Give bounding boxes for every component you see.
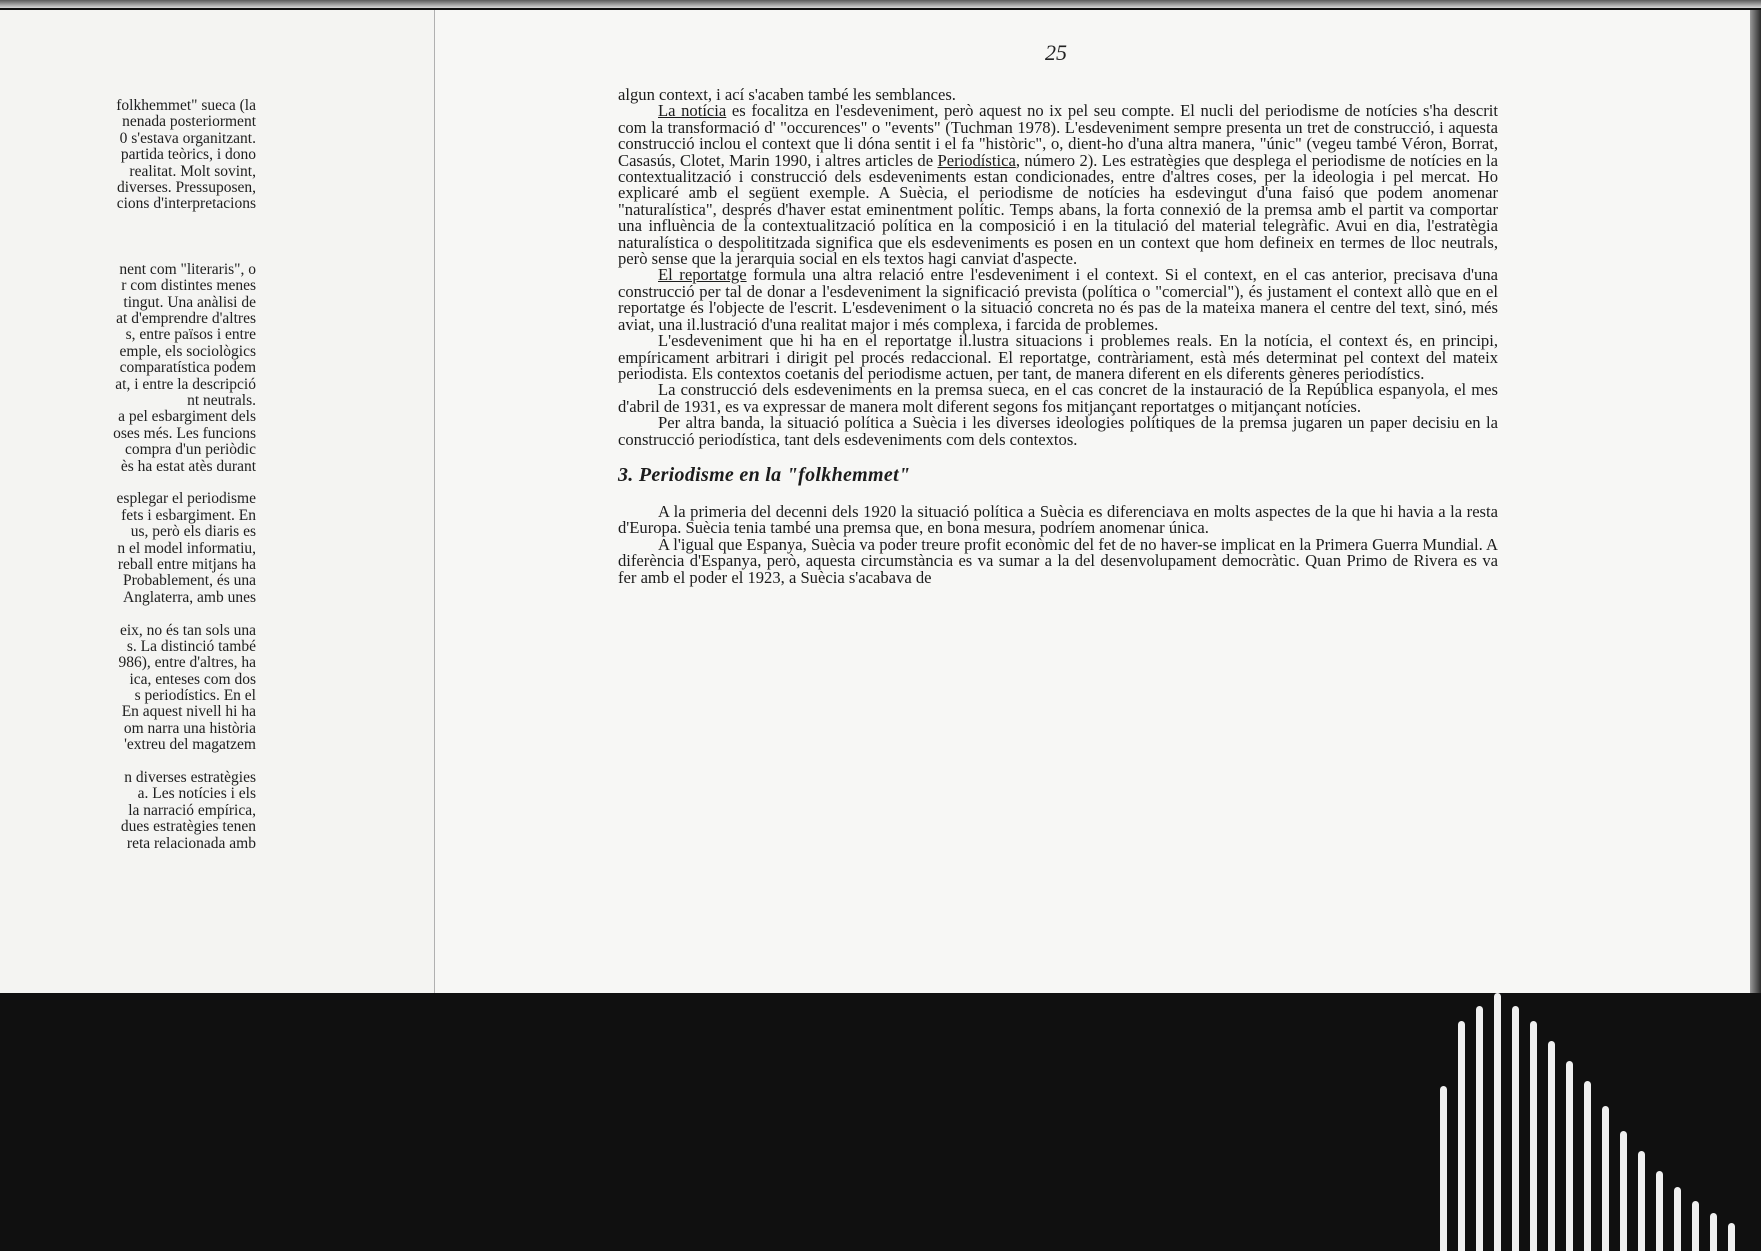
left-page-line: r com distintes menes <box>121 277 256 295</box>
paragraph: L'esdeveniment que hi ha en el reportatge il.lustra situacions i problemes reals. En la notícia, el context és, en principi, empíricament arbitrari i dirigit pel procés redaccional. El reportatge, contràriament, està més determinat pel context del mateix periodista. Els contextos coetanis del periodisme actuen, per tant, de manera diferent en els diferents gèneres periodístics. <box>618 331 1498 383</box>
left-page <box>0 10 436 993</box>
scan-stripe <box>1656 1171 1663 1251</box>
left-page-line: reball entre mitjans ha <box>117 555 256 573</box>
left-page-line: partida teòrics, i dono <box>120 146 256 164</box>
left-page-line <box>0 754 256 770</box>
left-page-line: dues estratègies tenen <box>120 818 256 836</box>
scan-stripe <box>1548 1041 1555 1251</box>
page-number: 25 <box>1045 40 1067 65</box>
paragraph-text: formula una altra relació entre l'esdeveniment i el context. Si el context, en el cas anterior, precisava d'una construcció per tal de donar a l'esdeveniment la significació prevista (política o "comercial"), és justament el context allò que en el reportatge és l'objecte de l'escrit. L'esdeveniment o la situació concreta no és pas de la mateixa manera el centre del text, sinó, més aviat, una il.lustració d'una realitat major i més complexa, i farcida de problemes. <box>618 265 1499 334</box>
left-page-line <box>0 246 256 262</box>
left-page-line: 0 s'estava organitzant. <box>119 129 256 147</box>
right-page-text-column <box>618 87 1498 586</box>
left-page-text <box>0 98 256 852</box>
scan-stripe <box>1566 1061 1573 1251</box>
left-page-line: fets i esbargiment. En <box>121 506 256 524</box>
paragraph-text: es focalitza en l'esdeveniment, però aquest no ix pel seu compte. El nucli del periodisme de notícies s'ha descrit com la transformació d' "occurences" o "events" (Tuchman 1978). L'esdeveniment sempre presenta un tret de construcció, i aquesta construcció inclou el context que li dóna sentit i el fa "històric", o, dient-ho d'una altra manera, "únic" (vegeu també Véron, Borrat, Casasús, Clotet, Marin 1990, i altres articles de <box>618 101 1498 170</box>
left-page-line <box>0 229 256 245</box>
scan-stripe <box>1476 1006 1483 1251</box>
paragraph <box>618 103 1498 267</box>
left-page-line: la narració empírica, <box>128 801 256 819</box>
left-page-line: folkhemmet" sueca (la <box>116 97 256 114</box>
left-page-line: tingut. Una anàlisi de <box>123 293 256 311</box>
left-page-line: us, però els diaris es <box>130 523 256 541</box>
left-page-line: om narra una història <box>123 719 256 737</box>
scan-stripe <box>1458 1021 1465 1251</box>
scan-stripe <box>1674 1187 1681 1251</box>
left-page-line: n diverses estratègies <box>124 769 256 787</box>
left-page-line: ica, enteses com dos <box>129 670 256 688</box>
left-page-line: realitat. Molt sovint, <box>129 162 256 180</box>
scan-stripe <box>1620 1131 1627 1251</box>
left-page-line: s periodístics. En el <box>134 687 256 705</box>
scan-stripe <box>1728 1223 1735 1251</box>
scan-stripe <box>1692 1201 1699 1251</box>
scan-stripe <box>1512 1006 1519 1251</box>
left-page-line: n el model informatiu, <box>117 539 256 557</box>
left-page-line: nent com "literaris", o <box>119 260 256 278</box>
left-page-line: s, entre països i entre <box>125 326 256 344</box>
left-page-line <box>0 213 256 229</box>
left-page-line: a pel esbargiment dels <box>118 408 256 426</box>
left-page-line: Probablement, és una <box>122 572 256 590</box>
left-page-line: 'extreu del magatzem <box>124 736 256 754</box>
left-page-line: ès ha estat atès durant <box>120 457 256 475</box>
scan-stripe <box>1602 1106 1609 1251</box>
left-page-line: reta relacionada amb <box>126 834 256 852</box>
left-page-line: cions d'interpretacions <box>116 195 256 213</box>
left-page-line: 986), entre d'altres, ha <box>118 654 256 672</box>
scan-stripe <box>1494 993 1501 1251</box>
paragraph-text: , número 2). Les estratègies que desplega el periodisme de notícies en la contextualització i construcció dels esdeveniments estan condicionades, entre d'altres coses, per la ideologia i pel mercat. Ho explicaré amb el següent exemple. A Suècia, el periodisme de notícies ha esdevingut d'una faisó que podem anomenar "naturalística", després d'haver estat eminentment polític. Temps abans, la forta connexió de la premsa amb el partit va comportar una influència de la contextualització política en la composició i en la titulació del material telegràfic. Avui en dia, l'estratègia naturalística o despolititzada significa que els esdeveniments es posen en un context que hom defineix en termes de lloc neutrals, però sense que la jerarquia social en els textos hagi canviat d'aspecte. <box>618 150 1498 269</box>
left-page-line: at, i entre la descripció <box>115 375 256 393</box>
left-page-line: nt neutrals. <box>187 392 256 410</box>
left-page-line: a. Les notícies i els <box>137 785 256 803</box>
paragraph: algun context, i ací s'acaben també les semblances. <box>618 85 956 104</box>
left-page-line: esplegar el periodisme <box>116 490 256 508</box>
scan-artifact-stripes <box>1250 993 1761 1251</box>
left-page-line: Anglaterra, amb unes <box>123 588 256 606</box>
left-page-line: oses més. Les funcions <box>113 424 256 442</box>
paragraph: La construcció dels esdeveniments en la premsa sueca, en el cas concret de la instauració de la República espanyola, el mes d'abril de 1931, es va expressar de manera molt diferent segons fos mitjançant reportatges o mitjançant notícies. <box>618 380 1498 416</box>
left-page-line <box>0 606 256 622</box>
left-page-line: compra d'un periòdic <box>124 441 256 459</box>
paragraph: Per altra banda, la situació política a Suècia i les diverses ideologies polítiques de la premsa jugaren un paper decisiu en la construcció periodística, tant dels esdeveniments com dels contextos. <box>618 413 1498 449</box>
left-page-line <box>0 475 256 491</box>
scan-top-edge <box>0 0 1761 8</box>
left-page-line: En aquest nivell hi ha <box>121 703 256 721</box>
paragraph: A la primeria del decenni dels 1920 la situació política a Suècia es diferenciava en molts aspectes de la que hi havia a la resta d'Europa. Suècia tenia també una premsa que, en bona mesura, podríem anomenar única. <box>618 501 1498 538</box>
page-edge-shadow <box>1750 10 1761 993</box>
left-page-line: eix, no és tan sols una <box>119 621 256 639</box>
underlined-term: La notícia <box>658 101 727 121</box>
left-page-line: diverses. Pressuposen, <box>116 178 256 196</box>
left-page-line: s. La distinció també <box>126 637 256 655</box>
scan-stripe <box>1584 1081 1591 1251</box>
left-page-line: comparatística podem <box>119 359 256 377</box>
scan-stripe <box>1638 1151 1645 1251</box>
underlined-term: Periodística <box>937 150 1016 170</box>
scan-stripe <box>1530 1021 1537 1251</box>
scan-stripe <box>1440 1086 1447 1251</box>
paragraph <box>618 267 1498 333</box>
paragraph: A l'igual que Espanya, Suècia va poder treure profit econòmic del fet de no haver-se implicat en la Primera Guerra Mundial. A diferència d'Espanya, però, aquesta circumstància es va sumar a la del desenvolupament democràtic. Quan Primo de Rivera es va fer amb el poder el 1923, a Suècia s'acabava de <box>618 534 1498 587</box>
left-page-line: nenada posteriorment <box>122 113 256 131</box>
underlined-term: El reportatge <box>658 265 747 285</box>
scan-stripe <box>1710 1213 1717 1251</box>
left-page-line: emple, els sociològics <box>119 342 256 360</box>
left-page-line: at d'emprendre d'altres <box>116 310 256 328</box>
section-heading: 3. Periodisme en la "folkhemmet" <box>618 463 911 486</box>
